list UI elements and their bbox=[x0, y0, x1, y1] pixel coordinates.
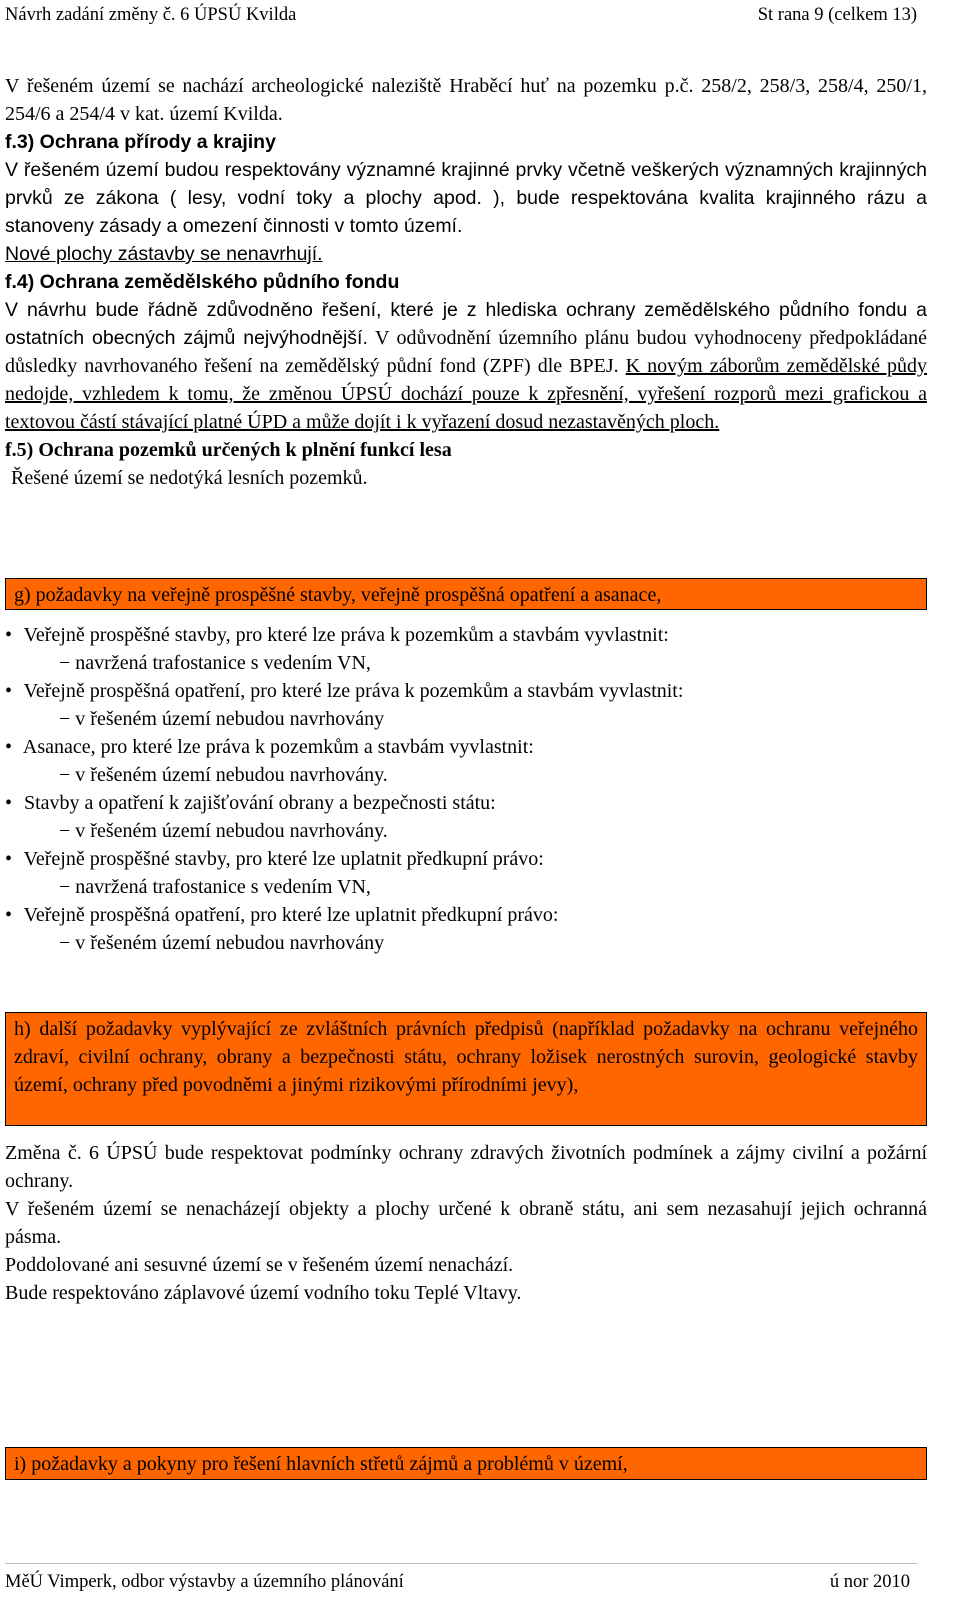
list-item-text: Stavby a opatření k zajišťování obrany a bezpečnosti státu: bbox=[24, 792, 496, 814]
list-subitem bbox=[5, 649, 927, 677]
list-subitem bbox=[5, 761, 927, 789]
list-subitem bbox=[5, 817, 927, 845]
list-item bbox=[5, 733, 927, 761]
bullet-icon: • bbox=[5, 848, 13, 870]
h-paragraph-4: Bude respektováno záplavové území vodního toku Teplé Vltavy. bbox=[5, 1282, 522, 1304]
public-works-list bbox=[5, 621, 927, 957]
f4-text-sans: V návrhu bude řádně zdůvodněno řešení, které je z hlediska ochrany zemědělského půdního fondu a ostatních obecných zájmů nejvýhodnější. bbox=[5, 299, 927, 349]
list-subitem bbox=[5, 873, 927, 901]
section-g-heading: g) požadavky na veřejně prospěšné stavby, veřejně prospěšná opatření a asanace, bbox=[5, 578, 927, 610]
f4-text-serif: V odůvodnění územního plánu budou vyhodnoceny předpokládané důsledky navrhovaného řešení na zemědělský půdní fond (ZPF) dle BPEJ. bbox=[5, 327, 928, 377]
f3-text: V řešeném území budou respektovány významné krajinné prvky včetně veškerých významných krajinných prvků ze zákona ( lesy, vodní toky a plochy apod. ), bude respektována kvalita krajinného rázu a stanoveny zásady a omezení činnosti v tomto území. bbox=[5, 159, 927, 237]
header-page-number: St rana 9 (celkem 13) bbox=[757, 5, 917, 25]
f5-text: Řešené území se nedotýká lesních pozemků. bbox=[11, 467, 368, 489]
bullet-icon: • bbox=[5, 624, 13, 646]
f3-paragraph bbox=[5, 156, 927, 268]
list-item-text: Veřejně prospěšná opatření, pro které lze práva k pozemkům a stavbám vyvlastnit: bbox=[23, 680, 684, 702]
list-item-text: Veřejně prospěšná opatření, pro které lze uplatnit předkupní právo: bbox=[23, 904, 559, 926]
list-item bbox=[5, 845, 927, 873]
f4-title: f.4) Ochrana zemědělského půdního fondu bbox=[5, 271, 400, 293]
f3-title: f.3) Ochrana přírody a krajiny bbox=[5, 131, 276, 153]
list-item-text: Asanace, pro které lze práva k pozemkům a stavbám vyvlastnit: bbox=[22, 736, 534, 758]
footer-office: MěÚ Vimperk, odbor výstavby a územního plánování bbox=[5, 1572, 404, 1592]
h-paragraph-1: Změna č. 6 ÚPSÚ bude respektovat podmínky ochrany zdravých životních podmínek a zájmy civilní a požární ochrany. bbox=[5, 1142, 927, 1192]
dash-icon: − bbox=[59, 820, 71, 842]
list-subitem-text: v řešeném území nebudou navrhovány bbox=[75, 932, 385, 954]
list-item bbox=[5, 789, 927, 817]
list-subitem-text: v řešeném území nebudou navrhovány. bbox=[75, 820, 388, 842]
list-subitem bbox=[5, 705, 927, 733]
section-h-body bbox=[5, 1139, 927, 1307]
f3-underlined-text: Nové plochy zástavby se nenavrhují. bbox=[5, 243, 323, 265]
page-footer bbox=[5, 1571, 910, 1593]
archaeology-paragraph: V řešeném území se nachází archeologické naleziště Hraběcí huť na pozemku p.č. 258/2, 258/3, 258/4, 250/1, 254/6 a 254/4 v kat. území Kvilda. bbox=[5, 75, 927, 125]
list-subitem-text: navržená trafostanice s vedením VN, bbox=[75, 876, 371, 898]
list-subitem-text: v řešeném území nebudou navrhovány. bbox=[75, 764, 388, 786]
h-paragraph-3: Poddolované ani sesuvné území se v řešeném území nenachází. bbox=[5, 1254, 514, 1276]
bullet-icon: • bbox=[5, 792, 13, 814]
list-subitem bbox=[5, 929, 927, 957]
section-h-heading: h) další požadavky vyplývající ze zvláštních právních předpisů (například požadavky na ochranu veřejného zdraví, civilní ochrany, obrany a bezpečnosti státu, ochrany ložisek nerostných surovin, geologické stavby území, ochrany před povodněmi a jinými rizikovými přírodními jevy), bbox=[5, 1012, 927, 1126]
page-header bbox=[5, 4, 917, 26]
list-item-text: Veřejně prospěšné stavby, pro které lze uplatnit předkupní právo: bbox=[23, 848, 544, 870]
list-item bbox=[5, 901, 927, 929]
list-item-text: Veřejně prospěšné stavby, pro které lze práva k pozemkům a stavbám vyvlastnit: bbox=[23, 624, 669, 646]
dash-icon: − bbox=[59, 876, 71, 898]
header-doc-title: Návrh zadání změny č. 6 ÚPSÚ Kvilda bbox=[5, 5, 297, 25]
footer-divider bbox=[5, 1563, 917, 1564]
dash-icon: − bbox=[59, 932, 71, 954]
f4-underlined-text: K novým záborům zemědělské půdy nedojde, vzhledem k tomu, že změnou ÚPSÚ dochází pouze k zpřesnění, vyřešení rozporů mezi grafickou a textovou částí stávající platné ÚPD a může dojít i k vyřazení dosud nezastavěných ploch. bbox=[5, 355, 927, 433]
h-paragraph-2: V řešeném území se nenacházejí objekty a plochy určené k obraně státu, ani sem nezasahují jejich ochranná pásma. bbox=[5, 1198, 927, 1248]
f5-title: f.5) Ochrana pozemků určených k plnění funkcí lesa bbox=[5, 439, 452, 461]
list-subitem-text: navržená trafostanice s vedením VN, bbox=[75, 652, 371, 674]
section-i-heading: i) požadavky a pokyny pro řešení hlavních střetů zájmů a problémů v území, bbox=[5, 1447, 927, 1480]
section-f-body bbox=[5, 72, 927, 492]
bullet-icon: • bbox=[5, 904, 13, 926]
footer-date: ú nor 2010 bbox=[829, 1572, 910, 1592]
list-item bbox=[5, 621, 927, 649]
dash-icon: − bbox=[59, 708, 71, 730]
bullet-icon: • bbox=[5, 736, 13, 758]
f4-paragraph bbox=[5, 296, 927, 436]
bullet-icon: • bbox=[5, 680, 13, 702]
list-subitem-text: v řešeném území nebudou navrhovány bbox=[75, 708, 385, 730]
dash-icon: − bbox=[59, 764, 71, 786]
dash-icon: − bbox=[59, 652, 71, 674]
list-item bbox=[5, 677, 927, 705]
